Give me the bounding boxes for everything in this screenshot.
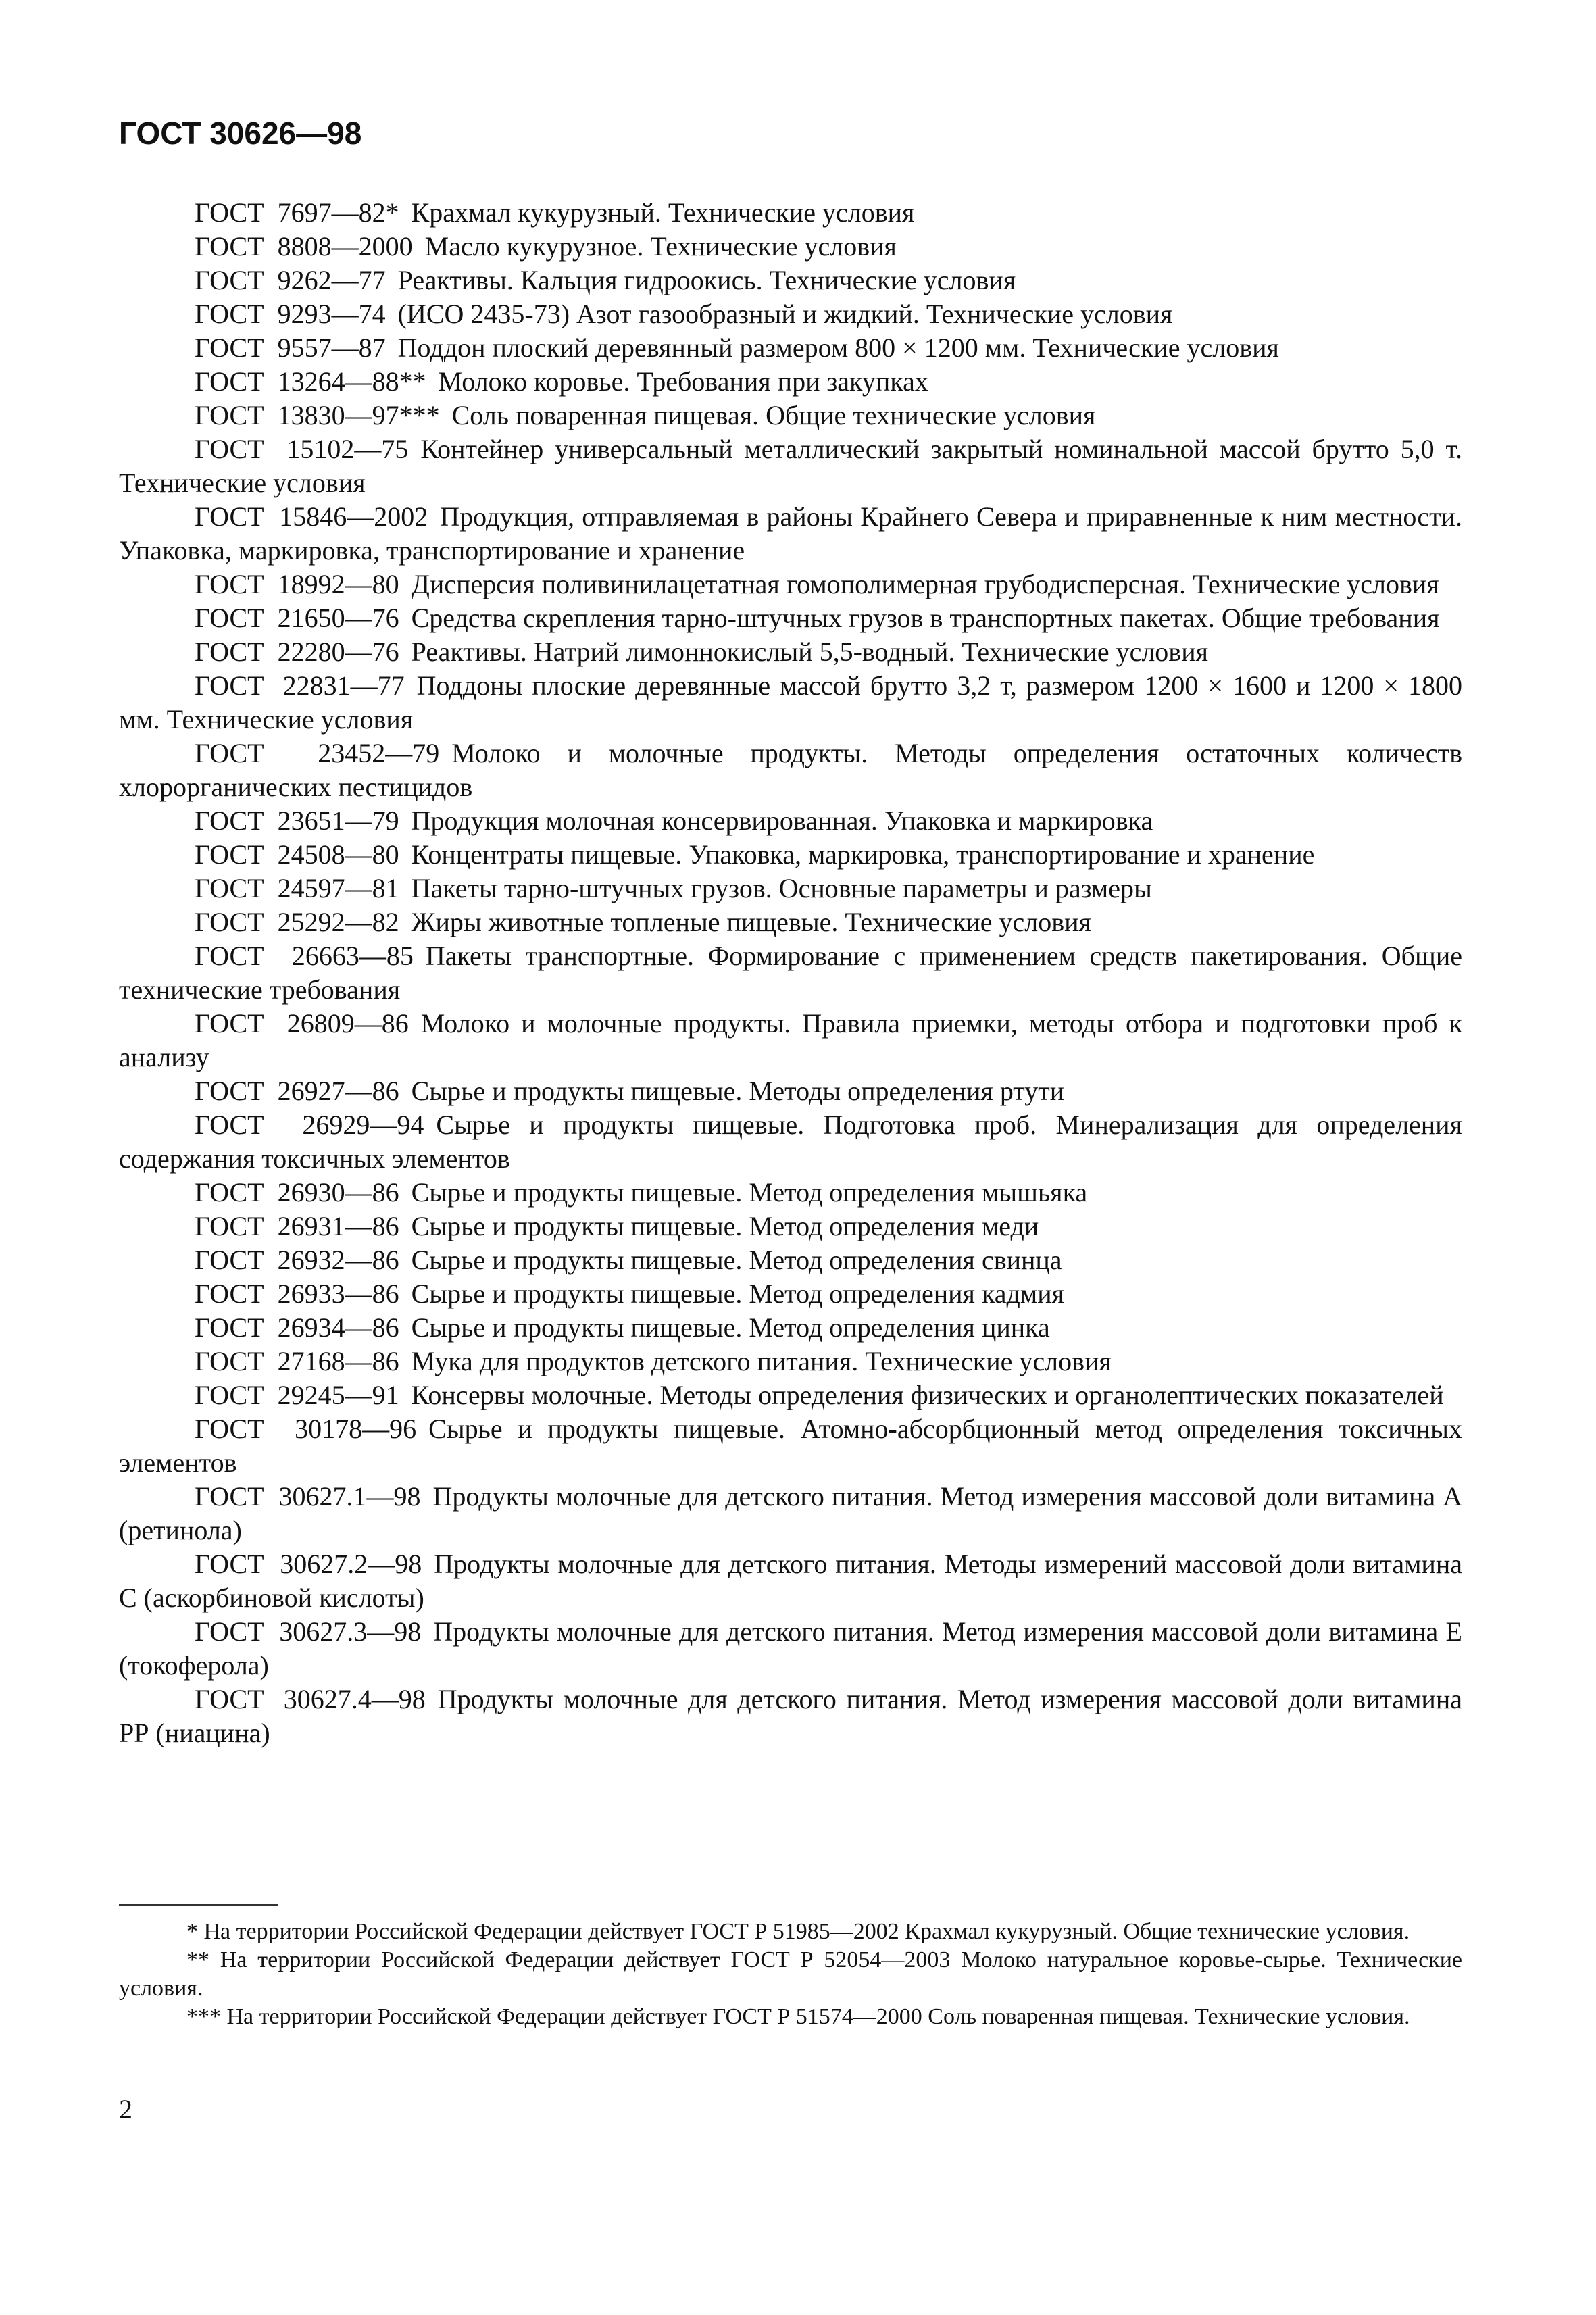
document-header: ГОСТ 30626—98 — [119, 116, 362, 151]
reference-item — [119, 331, 1462, 365]
reference-item — [119, 1210, 1462, 1243]
reference-title: Молоко коровье. Требования при закупках — [438, 366, 928, 397]
reference-item — [119, 1345, 1462, 1378]
reference-code: ГОСТ 26929—94 — [195, 1110, 424, 1140]
reference-item — [119, 1108, 1462, 1176]
reference-item — [119, 601, 1462, 635]
reference-item — [119, 939, 1462, 1007]
footnote — [119, 1918, 1462, 1946]
reference-item — [119, 1007, 1462, 1074]
reference-item — [119, 737, 1462, 804]
footnote-mark: *** — [186, 2004, 221, 2029]
reference-title: Поддоны плоские деревянные массой брутто 3,2 т, размером 1200 × 1600 и 1200 × 1800 мм. Технические условия — [119, 670, 1462, 735]
reference-code: ГОСТ 26931—86 — [195, 1211, 399, 1241]
footnote-text: На территории Российской Федерации действует ГОСТ Р 51985—2002 Крахмал кукурузный. Общие технические условия. — [203, 1919, 1410, 1944]
reference-title: Продукты молочные для детского питания. Методы измерений массовой доли витамина С (аскорбиновой кислоты) — [119, 1549, 1463, 1613]
reference-item — [119, 1683, 1462, 1750]
reference-title: Молоко и молочные продукты. Правила приемки, методы отбора и подготовки проб к анализу — [119, 1008, 1462, 1072]
reference-title: Сырье и продукты пищевые. Метод определения цинка — [411, 1312, 1050, 1343]
reference-item — [119, 264, 1462, 297]
reference-code: ГОСТ 26809—86 — [195, 1008, 409, 1039]
reference-title: Жиры животные топленые пищевые. Технические условия — [411, 907, 1091, 937]
reference-item — [119, 230, 1462, 264]
reference-code: ГОСТ 26663—85 — [195, 941, 414, 971]
reference-title: Консервы молочные. Методы определения физических и органолептических показателей — [411, 1380, 1444, 1410]
footnote — [119, 1946, 1462, 2003]
reference-title: Соль поваренная пищевая. Общие технические условия — [451, 400, 1096, 430]
reference-title: Сырье и продукты пищевые. Метод определения кадмия — [411, 1278, 1064, 1309]
reference-item — [119, 804, 1462, 838]
reference-code: ГОСТ 21650—76 — [195, 603, 399, 633]
reference-item — [119, 1311, 1462, 1345]
reference-title: Пакеты тарно-штучных грузов. Основные параметры и размеры — [411, 873, 1152, 903]
reference-title: Молоко и молочные продукты. Методы определения остаточных количеств хлорорганических пестицидов — [119, 738, 1463, 802]
reference-title: Дисперсия поливинилацетатная гомополимерная грубодисперсная. Технические условия — [411, 569, 1439, 599]
reference-code: ГОСТ 30627.1—98 — [195, 1481, 421, 1512]
reference-title: Сырье и продукты пищевые. Подготовка проб. Минерализация для определения содержания токсичных элементов — [119, 1110, 1462, 1174]
reference-code: ГОСТ 26930—86 — [195, 1177, 399, 1208]
footnote-mark: ** — [186, 1947, 209, 1972]
reference-code: ГОСТ 30627.3—98 — [195, 1616, 422, 1647]
reference-item — [119, 568, 1462, 601]
reference-title: Продукты молочные для детского питания. Метод измерения массовой доли витамина РР (ниацина) — [119, 1684, 1462, 1748]
reference-title: Продукция, отправляемая в районы Крайнего Севера и приравненные к ним местности. Упаковка, маркировка, транспортирование и хранение — [119, 501, 1462, 566]
reference-item — [119, 635, 1462, 669]
reference-code: ГОСТ 26934—86 — [195, 1312, 399, 1343]
reference-title: Концентраты пищевые. Упаковка, маркировка, транспортирование и хранение — [411, 839, 1315, 870]
reference-item — [119, 669, 1462, 737]
reference-item — [119, 297, 1462, 331]
reference-title: Сырье и продукты пищевые. Методы определения ртути — [411, 1076, 1065, 1106]
reference-title: (ИСО 2435-73) Азот газообразный и жидкий. Технические условия — [397, 299, 1173, 329]
reference-item — [119, 1480, 1462, 1547]
reference-item — [119, 1378, 1462, 1412]
reference-item — [119, 872, 1462, 905]
reference-code: ГОСТ 22831—77 — [195, 670, 405, 701]
footnote-text: На территории Российской Федерации действует ГОСТ Р 52054—2003 Молоко натуральное коровье-сырье. Технические условия. — [119, 1947, 1462, 2001]
reference-code: ГОСТ 26932—86 — [195, 1245, 399, 1275]
reference-item — [119, 1547, 1462, 1615]
reference-title: Поддон плоский деревянный размером 800 × 1200 мм. Технические условия — [397, 332, 1279, 363]
reference-code: ГОСТ 13264—88** — [195, 366, 426, 397]
reference-title: Мука для продуктов детского питания. Технические условия — [411, 1346, 1112, 1376]
reference-title: Крахмал кукурузный. Технические условия — [411, 197, 915, 228]
reference-title: Продукция молочная консервированная. Упаковка и маркировка — [411, 805, 1153, 836]
reference-item — [119, 1074, 1462, 1108]
reference-item — [119, 365, 1462, 399]
reference-item — [119, 838, 1462, 872]
reference-code: ГОСТ 24597—81 — [195, 873, 399, 903]
reference-title: Реактивы. Кальция гидроокись. Технические условия — [397, 265, 1016, 295]
reference-title: Сырье и продукты пищевые. Метод определения свинца — [411, 1245, 1062, 1275]
reference-code: ГОСТ 13830—97*** — [195, 400, 440, 430]
reference-item — [119, 1243, 1462, 1277]
reference-title: Продукты молочные для детского питания. Метод измерения массовой доли витамина Е (токоферола) — [119, 1616, 1462, 1681]
reference-code: ГОСТ 9293—74 — [195, 299, 386, 329]
reference-code: ГОСТ 15846—2002 — [195, 501, 428, 532]
reference-item — [119, 905, 1462, 939]
reference-item — [119, 1277, 1462, 1311]
footnote-text: На территории Российской Федерации действует ГОСТ Р 51574—2000 Соль поваренная пищевая. Технические условия. — [226, 2004, 1410, 2029]
reference-code: ГОСТ 24508—80 — [195, 839, 399, 870]
reference-code: ГОСТ 9262—77 — [195, 265, 386, 295]
reference-code: ГОСТ 15102—75 — [195, 434, 409, 464]
reference-code: ГОСТ 25292—82 — [195, 907, 399, 937]
reference-title: Контейнер универсальный металлический закрытый номинальной массой брутто 5,0 т. Технические условия — [119, 434, 1463, 498]
reference-item — [119, 500, 1462, 568]
reference-title: Реактивы. Натрий лимоннокислый 5,5-водный. Технические условия — [411, 637, 1208, 667]
reference-title: Сырье и продукты пищевые. Атомно-абсорбционный метод определения токсичных элементов — [119, 1414, 1463, 1478]
reference-code: ГОСТ 30178—96 — [195, 1414, 417, 1444]
reference-item — [119, 1412, 1462, 1480]
reference-item — [119, 1176, 1462, 1210]
reference-code: ГОСТ 30627.2—98 — [195, 1549, 422, 1579]
reference-code: ГОСТ 30627.4—98 — [195, 1684, 426, 1714]
footnote — [119, 2003, 1462, 2031]
reference-code: ГОСТ 7697—82* — [195, 197, 399, 228]
page-number: 2 — [119, 2094, 132, 2124]
reference-item — [119, 432, 1462, 500]
reference-code: ГОСТ 27168—86 — [195, 1346, 399, 1376]
reference-code: ГОСТ 29245—91 — [195, 1380, 399, 1410]
reference-title: Продукты молочные для детского питания. Метод измерения массовой доли витамина А (ретинола) — [119, 1481, 1462, 1545]
reference-code: ГОСТ 23452—79 — [195, 738, 440, 768]
reference-code: ГОСТ 22280—76 — [195, 637, 399, 667]
reference-item — [119, 399, 1462, 432]
reference-code: ГОСТ 26927—86 — [195, 1076, 399, 1106]
reference-title: Средства скрепления тарно-штучных грузов в транспортных пакетах. Общие требования — [411, 603, 1440, 633]
reference-title: Пакеты транспортные. Формирование с применением средств пакетирования. Общие технические требования — [119, 941, 1462, 1005]
reference-title: Масло кукурузное. Технические условия — [424, 231, 897, 262]
reference-item — [119, 1615, 1462, 1683]
footnote-separator — [119, 1904, 278, 1906]
reference-code: ГОСТ 18992—80 — [195, 569, 399, 599]
reference-title: Сырье и продукты пищевые. Метод определения мышьяка — [411, 1177, 1088, 1208]
normative-references-list — [119, 196, 1462, 1750]
reference-code: ГОСТ 9557—87 — [195, 332, 386, 363]
reference-code: ГОСТ 8808—2000 — [195, 231, 413, 262]
footnotes-list — [119, 1918, 1462, 2031]
reference-item — [119, 196, 1462, 230]
reference-code: ГОСТ 23651—79 — [195, 805, 399, 836]
reference-code: ГОСТ 26933—86 — [195, 1278, 399, 1309]
reference-title: Сырье и продукты пищевые. Метод определения меди — [411, 1211, 1039, 1241]
footnote-mark: * — [186, 1919, 198, 1944]
